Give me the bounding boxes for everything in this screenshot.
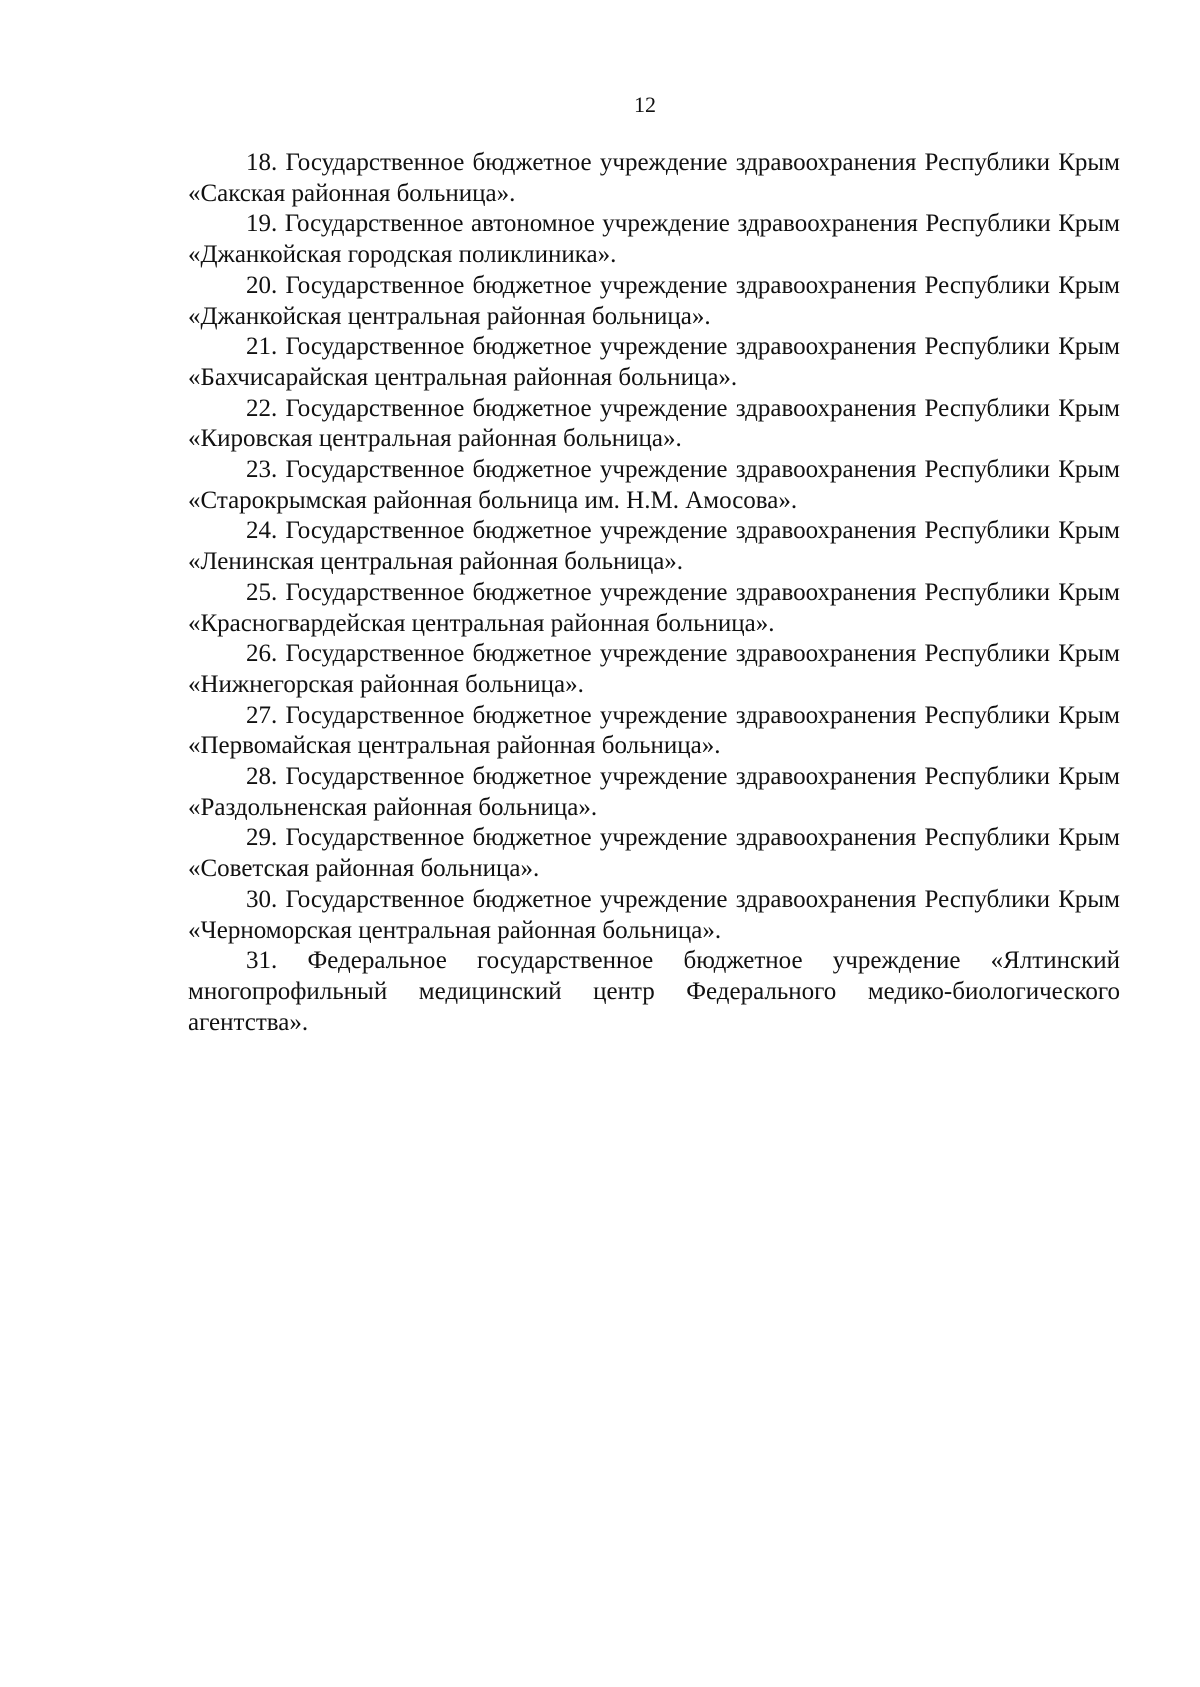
list-item: 24. Государственное бюджетное учреждение здравоохранения Республики Крым «Ленинская центральная районная больница». (188, 517, 1120, 576)
list-item: 28. Государственное бюджетное учреждение здравоохранения Республики Крым «Раздольненская районная больница». (188, 763, 1120, 821)
list-item: 30. Государственное бюджетное учреждение здравоохранения Республики Крым «Черноморская центральная районная больница». (188, 885, 1120, 944)
list-item: 27. Государственное бюджетное учреждение здравоохранения Республики Крым «Первомайская центральная районная больница». (188, 701, 1120, 760)
list-item: 31. Федеральное государственное бюджетное учреждение «Ялтинский многопрофильный медицинский центр Федерального медико-биологического агентства». (188, 947, 1120, 1036)
list-item: 25. Государственное бюджетное учреждение здравоохранения Республики Крым «Красногвардейская центральная районная больница». (188, 578, 1120, 637)
list-item: 19. Государственное автономное учреждение здравоохранения Республики Крым «Джанкойская городская поликлиника». (188, 210, 1120, 269)
list-item: 26. Государственное бюджетное учреждение здравоохранения Республики Крым «Нижнегорская районная больница». (188, 640, 1120, 698)
institution-list (188, 148, 1120, 1038)
list-item: 20. Государственное бюджетное учреждение здравоохранения Республики Крым «Джанкойская центральная районная больница». (188, 271, 1120, 330)
list-item: 22. Государственное бюджетное учреждение здравоохранения Республики Крым «Кировская центральная районная больница». (188, 394, 1120, 453)
list-item: 21. Государственное бюджетное учреждение здравоохранения Республики Крым «Бахчисарайская центральная районная больница». (188, 333, 1120, 391)
list-item: 18. Государственное бюджетное учреждение здравоохранения Республики Крым «Сакская районная больница». (188, 149, 1120, 207)
list-item: 23. Государственное бюджетное учреждение здравоохранения Республики Крым «Старокрымская районная больница им. Н.М. Амосова». (188, 456, 1120, 514)
page-number: 12 (634, 92, 656, 117)
list-item: 29. Государственное бюджетное учреждение здравоохранения Республики Крым «Советская районная больница». (188, 824, 1120, 883)
